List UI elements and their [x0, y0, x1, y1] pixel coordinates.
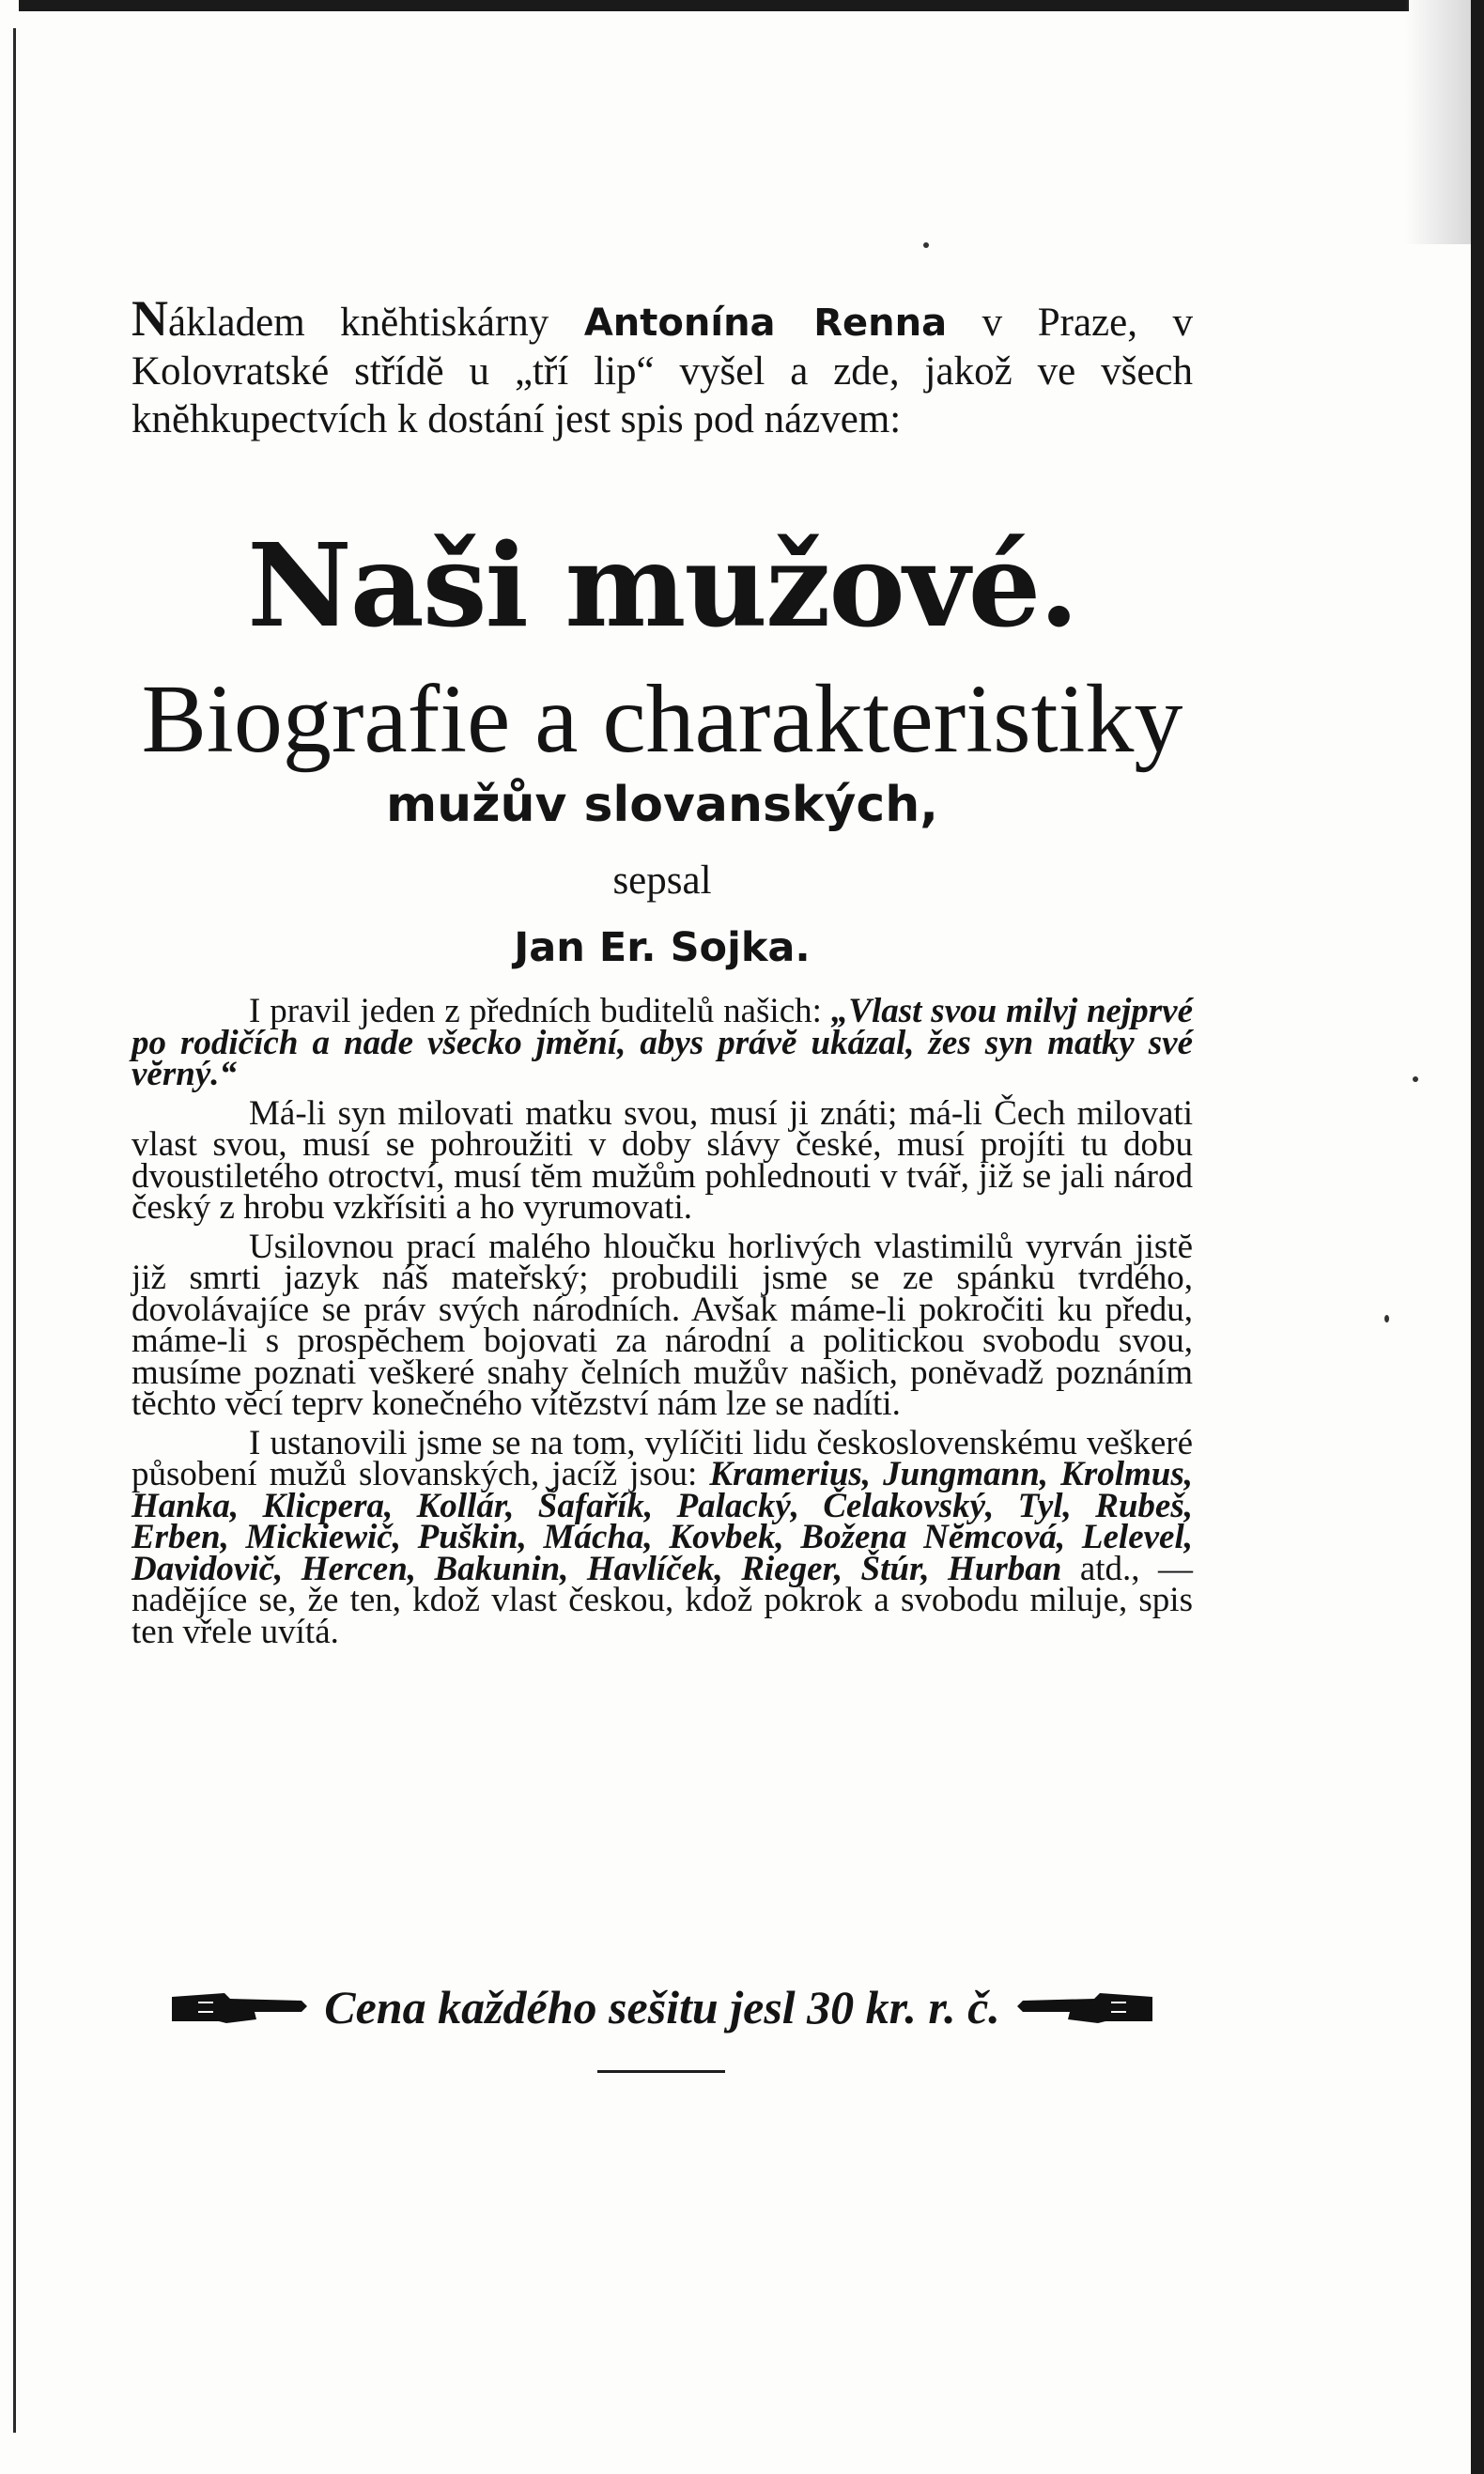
- drop-letter: N: [131, 290, 168, 347]
- intro-text-start: ákladem knĕhtiskárny: [168, 301, 584, 345]
- paragraph-2: Má-li syn milovati matku svou, musí ji znáti; má-li Čech milovati vlast svou, musí se pohroužiti v doby slávy české, musí projíti tu dobu dvoustiletého otroctví, musí tĕm mužům pohlednouti v tvář, již se jali národ český z hrobu vzkřísiti a ho vyrumovati.: [131, 1093, 1193, 1227]
- paragraph-4-text: I ustanovili jsme se na tom, vylíčiti lidu československému veškeré působení mužů slovanských, jacíž jsou:: [131, 1423, 1193, 1493]
- scan-shade: [1405, 0, 1471, 244]
- author-name: Jan Er. Sojka.: [514, 924, 811, 971]
- scan-edge-right: [1471, 0, 1484, 2474]
- written-by-label: sepsal: [612, 858, 712, 903]
- pointing-hand-right-icon: [170, 1984, 311, 2031]
- paragraph-3: Usilovnou prací malého hloučku horlivých vlastimilů vyrván jistĕ již smrti jazyk náš mateřský; probudili jsme se ze spánku tvrdého, dovolávajíce se práv svých národních. Avšak máme-li pokročiti ku předu, máme-li s prospĕchem bojovati za národní a politickou svobodu svou, musíme poznati veškeré snahy čelních mužův našich, ponĕvadž poznáním tĕchto vĕcí teprv konečného vítĕzství nám lze se nadíti.: [131, 1227, 1193, 1423]
- paragraph-4-end: atd., — nadĕjíce se, že ten, kdož vlast českou, kdož pokrok a svobodu miluje, spis ten vřele uvítá.: [131, 1549, 1194, 1651]
- names-list: Kramerius, Jungmann, Krolmus, Hanka, Klicpera, Kollár, Šafařík, Palacký, Čelakovský, Tyl, Rubeš, Erben, Mickiewič, Puškin, Mácha, Kovbek, Božena Nĕmcová, Lelevel, Davidovič, Hercen, Bakunin, Havlíček, Rieger, Štúr, Hurban: [131, 1455, 1194, 1588]
- ink-speck: [923, 242, 929, 248]
- ink-speck: [1413, 1076, 1418, 1082]
- book-subtitle: Biografie a charakteristiky: [141, 665, 1183, 773]
- book-title: Naši mužové.: [247, 518, 1077, 653]
- paragraph-1: [131, 992, 1193, 1093]
- scan-edge-left: [13, 28, 16, 2433]
- intro-text-rest: v Praze, v Kolovratské střídĕ u „tří lip“ vyšel a zde, jakož ve všech knĕhkupectvích k dostání jest spis pod názvem:: [131, 301, 1193, 441]
- publisher-name: Antonína Renna: [583, 302, 948, 345]
- paragraph-1-text: I pravil jeden z předních buditelů našich:: [249, 992, 831, 1030]
- price-text: Cena každého sešitu jesl 30 kr. r. č.: [324, 1981, 1000, 2033]
- pointing-hand-left-icon: [1013, 1984, 1154, 2031]
- closing-rule: [597, 2070, 725, 2073]
- body-text: [131, 992, 1194, 1655]
- scan-edge-top: [19, 0, 1409, 11]
- paragraph-4: [131, 1423, 1194, 1651]
- intro-paragraph: [131, 290, 1193, 443]
- book-subtitle-2: mužův slovanských,: [385, 777, 939, 833]
- paragraph-1-quote: „Vlast svou milvj nejprvé po rodičích a nade všecko jmění, abys právĕ ukázal, žes syn matky své vĕrný.“: [131, 992, 1193, 1093]
- ink-speck: [1384, 1315, 1389, 1322]
- price-line: [131, 1974, 1193, 2040]
